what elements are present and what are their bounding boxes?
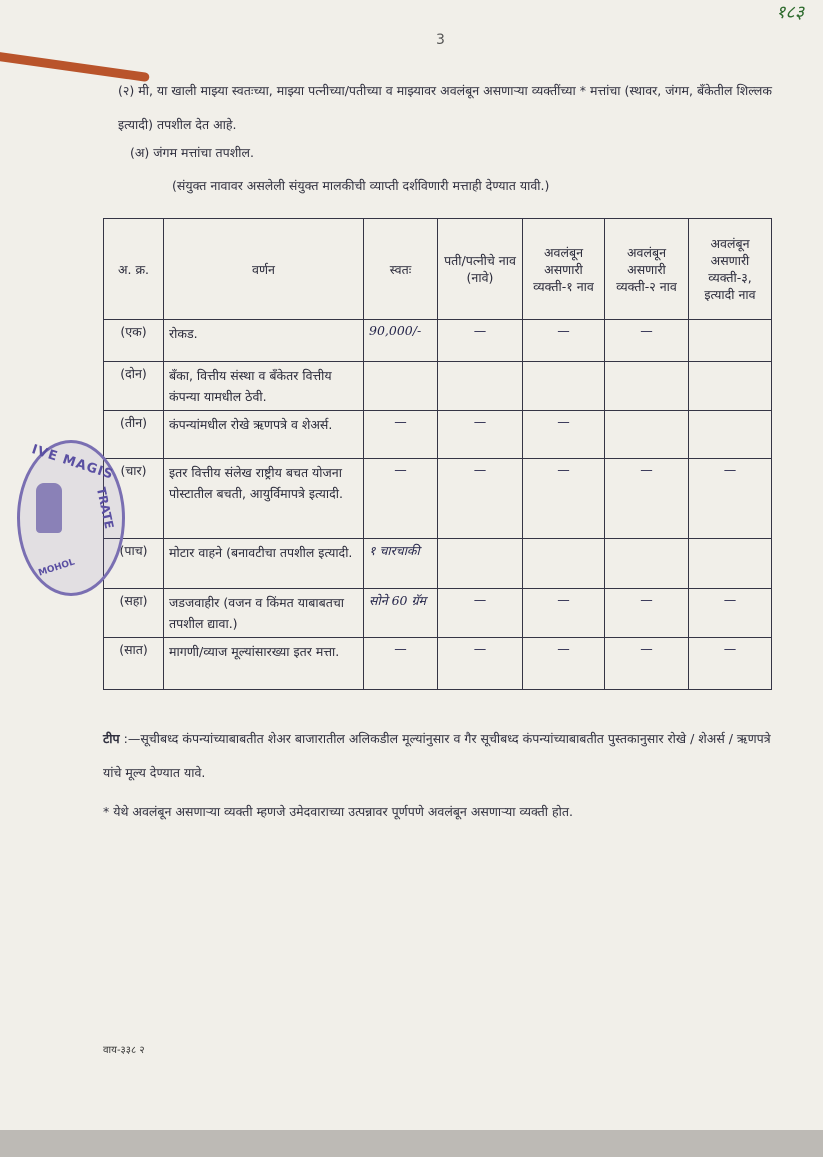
magistrate-seal-stamp	[17, 440, 125, 596]
table-row	[104, 411, 772, 459]
row-spouse-value	[438, 362, 523, 411]
row-number: (तीन)	[104, 411, 164, 459]
form-code-mark: वाय-३३८ २	[103, 1045, 145, 1056]
movable-assets-table	[103, 218, 772, 690]
table-row	[104, 459, 772, 539]
row-dependent3-value	[689, 362, 772, 411]
national-emblem-icon	[36, 483, 62, 533]
row-spouse-value: —	[438, 459, 523, 539]
row-number: (दोन)	[104, 362, 164, 411]
row-dependent3-value: —	[689, 638, 772, 690]
row-description: मोटार वाहने (बनावटीचा तपशील इत्यादी.	[164, 539, 364, 589]
section-a-note: (संयुक्त नावावर असलेली संयुक्त मालकीची व्याप्ती दर्शविणारी मत्ताही देण्यात यावी.)	[172, 178, 550, 193]
row-dependent3-value: —	[689, 589, 772, 638]
row-dependent1-value: —	[523, 320, 605, 362]
table-row	[104, 539, 772, 589]
row-description: कंपन्यांमधील रोखे ऋणपत्रे व शेअर्स.	[164, 411, 364, 459]
table-row	[104, 589, 772, 638]
intro-text: मी, या खाली माझ्या स्वतःच्या, माझ्या पत्नीच्या/पतीच्या व माझ्यावर अवलंबून असणाऱ्या व्यक्तींच्या * मत्तांचा (स्थावर, जंगम, बँकेतील शिल्लक इत्यादी) तपशील देत आहे.	[118, 83, 772, 132]
row-spouse-value: —	[438, 638, 523, 690]
col-header-spouse: पती/पत्नीचे नाव (नावे)	[438, 219, 523, 320]
corner-mark: १८३	[776, 2, 805, 23]
row-dependent2-value	[605, 362, 689, 411]
row-dependent2-value: —	[605, 320, 689, 362]
intro-paragraph	[118, 74, 778, 142]
row-dependent3-value	[689, 539, 772, 589]
row-dependent3-value: —	[689, 459, 772, 539]
row-self-value: —	[364, 459, 438, 539]
row-spouse-value: —	[438, 411, 523, 459]
col-header-serial: अ. क्र.	[104, 219, 164, 320]
row-self-value: सोने 60 ग्रॅम	[364, 589, 438, 638]
row-number: (एक)	[104, 320, 164, 362]
row-dependent2-value: —	[605, 638, 689, 690]
row-number: (सहा)	[104, 589, 164, 638]
seal-text-side: TRATE	[93, 485, 117, 531]
section-a-title: (अ) जंगम मत्तांचा तपशील.	[130, 145, 254, 160]
row-spouse-value: —	[438, 589, 523, 638]
row-number: (सात)	[104, 638, 164, 690]
row-description: जडजवाहीर (वजन व किंमत याबाबतचा तपशील द्यावा.)	[164, 589, 364, 638]
tip-text: :—सूचीबध्द कंपन्यांच्याबाबतीत शेअर बाजारातील अलिकडील मूल्यांनुसार व गैर सूचीबध्द कंपन्यांच्याबाबतीत पुस्तकानुसार रोखे / शेअर्स / ऋणपत्रे यांचे मूल्य देण्यात यावे.	[103, 731, 771, 780]
row-number: (पाच)	[104, 539, 164, 589]
page-number: 3	[436, 32, 445, 48]
row-dependent1-value: —	[523, 638, 605, 690]
row-dependent1-value: —	[523, 589, 605, 638]
tip-label: टीप	[103, 731, 120, 746]
row-self-value: 90,000/-	[364, 320, 438, 362]
row-number: (चार)	[104, 459, 164, 539]
row-dependent2-value: —	[605, 589, 689, 638]
row-dependent1-value	[523, 362, 605, 411]
row-self-value: —	[364, 411, 438, 459]
row-description: मागणी/व्याज मूल्यांसारख्या इतर मत्ता.	[164, 638, 364, 690]
row-self-value: १ चारचाकी	[364, 539, 438, 589]
dependent-footnote: * येथे अवलंबून असणाऱ्या व्यक्ती म्हणजे उमेदवाराच्या उत्पन्नावर पूर्णपणे अवलंबून असणाऱ्या व्यक्ती होत.	[103, 804, 573, 819]
col-header-description: वर्णन	[164, 219, 364, 320]
row-dependent3-value	[689, 411, 772, 459]
scanner-bottom-strip	[0, 1130, 823, 1157]
row-dependent3-value	[689, 320, 772, 362]
table-header-row	[104, 219, 772, 320]
seal-text-bottom: MOHOL	[37, 557, 77, 579]
row-self-value: —	[364, 638, 438, 690]
row-spouse-value	[438, 539, 523, 589]
row-spouse-value: —	[438, 320, 523, 362]
row-description: इतर वित्तीय संलेख राष्ट्रीय बचत योजना पोस्टातील बचती, आयुर्विमापत्रे इत्यादी.	[164, 459, 364, 539]
row-dependent1-value: —	[523, 459, 605, 539]
row-dependent2-value	[605, 539, 689, 589]
col-header-dependent-3: अवलंबून असणारी व्यक्ती-३, इत्यादी नाव	[689, 219, 772, 320]
row-dependent1-value: —	[523, 411, 605, 459]
row-dependent2-value: —	[605, 459, 689, 539]
row-description: रोकड.	[164, 320, 364, 362]
row-dependent1-value	[523, 539, 605, 589]
row-dependent2-value	[605, 411, 689, 459]
tip-note	[103, 722, 773, 790]
col-header-dependent-2: अवलंबून असणारी व्यक्ती-२ नाव	[605, 219, 689, 320]
col-header-self: स्वतः	[364, 219, 438, 320]
table-row	[104, 320, 772, 362]
intro-marker: (२)	[118, 83, 135, 98]
table-row	[104, 638, 772, 690]
col-header-dependent-1: अवलंबून असणारी व्यक्ती-१ नाव	[523, 219, 605, 320]
row-description: बँका, वित्तीय संस्था व बँकेतर वित्तीय कंपन्या यामधील ठेवी.	[164, 362, 364, 411]
table-row	[104, 362, 772, 411]
seal-text-top: IVE MAGIS	[29, 442, 116, 483]
row-self-value	[364, 362, 438, 411]
